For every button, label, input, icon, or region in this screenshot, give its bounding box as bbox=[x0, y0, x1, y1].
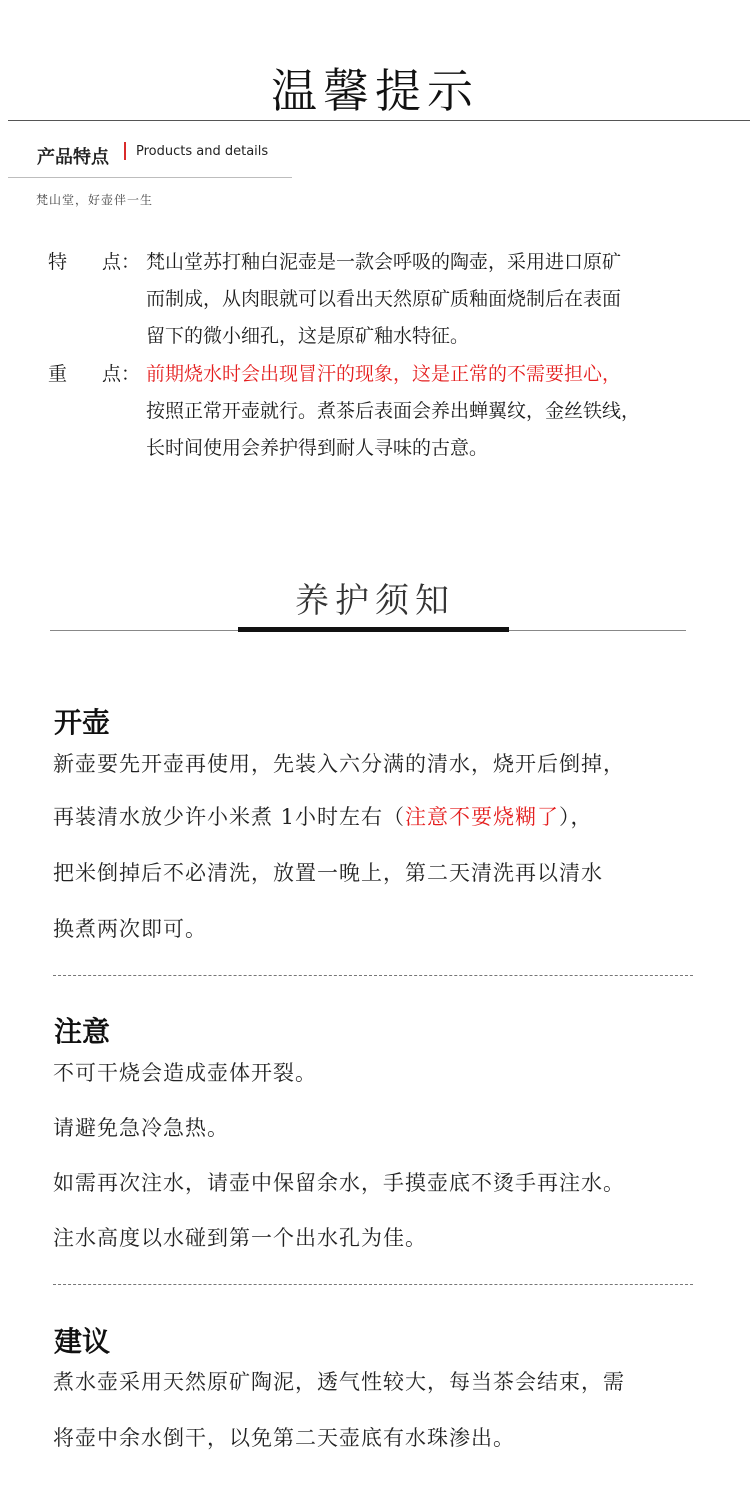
section-line: 新壶要先开壶再使用，先装入六分满的清水，烧开后倒掉， bbox=[53, 752, 625, 776]
section-line bbox=[53, 801, 593, 831]
section-line: 换煮两次即可。 bbox=[53, 917, 207, 941]
feature-line: 梵山堂苏打釉白泥壶是一款会呼吸的陶壶，采用进口原矿 bbox=[146, 251, 622, 273]
care-divider-accent bbox=[238, 627, 509, 632]
feature-divider bbox=[8, 177, 292, 178]
section-line-part: ）， bbox=[559, 805, 593, 829]
feature-line: 按照正常开壶就行。煮茶后表面会养出蝉翼纹，金丝铁线， bbox=[146, 400, 641, 422]
section-dashed-divider bbox=[53, 1284, 693, 1285]
warning-text: 注意不要烧糊了 bbox=[405, 805, 560, 829]
feature-label-a: 特 bbox=[48, 251, 68, 273]
feature-heading-accent-bar bbox=[124, 142, 126, 160]
brand-slogan: 梵山堂，好壶伴一生 bbox=[36, 193, 154, 207]
feature-label-b: 点： bbox=[102, 251, 141, 273]
section-line: 如需再次注水，请壶中保留余水，手摸壶底不烫手再注水。 bbox=[53, 1171, 625, 1195]
feature-heading-en: Products and details bbox=[136, 144, 269, 159]
section-line: 不可干烧会造成壶体开裂。 bbox=[53, 1061, 317, 1085]
section-line: 将壶中余水倒干，以免第二天壶底有水珠渗出。 bbox=[53, 1426, 515, 1450]
feature-line: 长时间使用会养护得到耐人寻味的古意。 bbox=[146, 437, 489, 459]
page-title: 温馨提示 bbox=[271, 64, 479, 118]
care-title: 养护须知 bbox=[295, 581, 455, 621]
section-line: 煮水壶采用天然原矿陶泥，透气性较大，每当茶会结束，需 bbox=[53, 1370, 625, 1394]
section-line: 把米倒掉后不必清洗，放置一晚上，第二天清洗再以清水 bbox=[53, 861, 603, 885]
section-heading: 注意 bbox=[54, 1015, 111, 1048]
feature-line: 而制成，从肉眼就可以看出天然原矿质釉面烧制后在表面 bbox=[146, 288, 622, 310]
feature-label-b: 点： bbox=[102, 363, 141, 385]
feature-label-a: 重 bbox=[48, 363, 68, 385]
title-divider bbox=[8, 120, 750, 121]
feature-heading-cn: 产品特点 bbox=[37, 147, 109, 168]
section-heading: 建议 bbox=[54, 1325, 111, 1358]
section-line: 注水高度以水碰到第一个出水孔为佳。 bbox=[53, 1226, 427, 1250]
section-heading: 开壶 bbox=[54, 706, 111, 739]
section-line-part: 再装清水放少许小米煮 1小时左右（ bbox=[53, 805, 406, 829]
feature-line-highlight: 前期烧水时会出现冒汗的现象，这是正常的不需要担心， bbox=[146, 363, 622, 385]
section-line: 请避免急冷急热。 bbox=[53, 1116, 229, 1140]
section-dashed-divider bbox=[53, 975, 693, 976]
feature-line: 留下的微小细孔，这是原矿釉水特征。 bbox=[146, 325, 470, 347]
